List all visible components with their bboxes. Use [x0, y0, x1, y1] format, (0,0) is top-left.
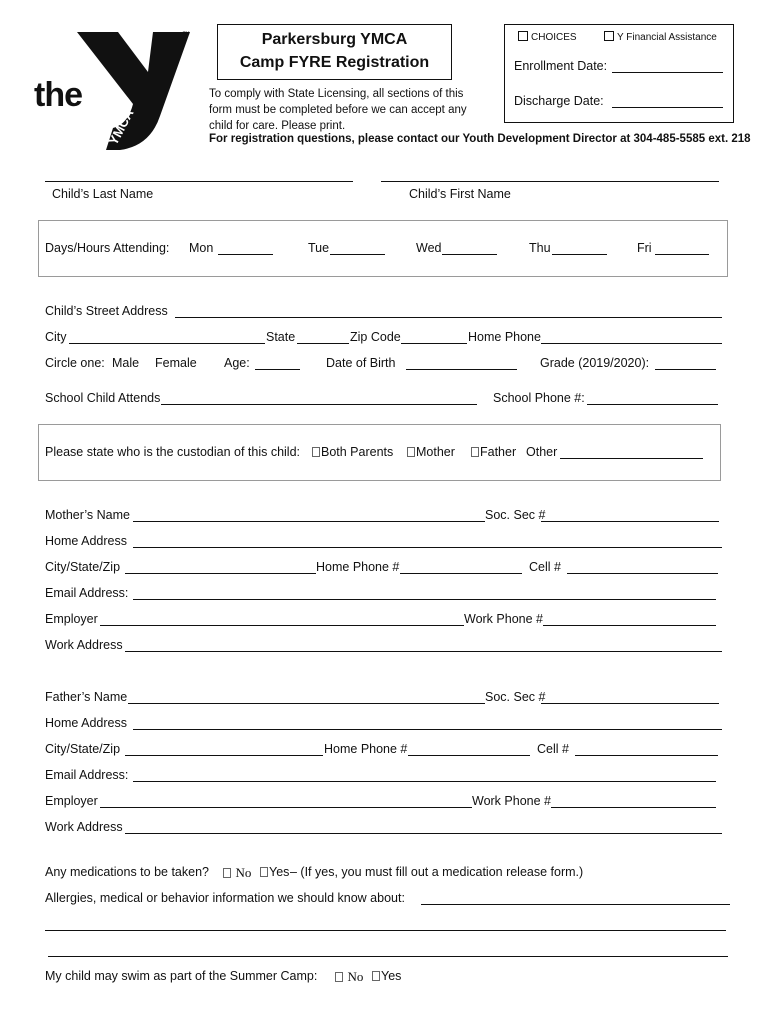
age-field[interactable] [255, 369, 300, 370]
mother-name-field[interactable] [133, 521, 485, 522]
city-field[interactable] [69, 343, 265, 344]
child-last-name-field[interactable] [45, 181, 353, 182]
logo-the-text: the [34, 76, 82, 114]
zip-field[interactable] [401, 343, 467, 344]
mother-ssn-field[interactable] [541, 521, 719, 522]
allergies-field-2[interactable] [45, 930, 726, 931]
choices-checkbox[interactable] [518, 31, 528, 41]
mother-email-label: Email Address: [45, 586, 129, 600]
father-work-address-field[interactable] [125, 833, 722, 834]
mother-option[interactable] [407, 445, 455, 459]
both-parents-checkbox[interactable] [312, 447, 320, 457]
female-option[interactable]: Female [155, 356, 197, 370]
days-label: Days/Hours Attending: [45, 241, 170, 255]
grade-field[interactable] [655, 369, 716, 370]
mother-csz-label: City/State/Zip [45, 560, 121, 574]
mother-employer-label: Employer [45, 612, 98, 626]
mother-home-address-field[interactable] [133, 547, 722, 548]
zip-label: Zip Code [350, 330, 401, 344]
both-parents-option[interactable] [312, 445, 393, 459]
father-work-address-label: Work Address [45, 820, 123, 834]
father-cell-label: Cell # [537, 742, 569, 756]
mother-csz-field[interactable] [125, 573, 316, 574]
school-label: School Child Attends [45, 391, 161, 405]
father-email-label: Email Address: [45, 768, 129, 782]
school-phone-label: School Phone #: [493, 391, 585, 405]
school-field[interactable] [161, 404, 477, 405]
father-ssn-field[interactable] [541, 703, 719, 704]
city-label: City [45, 330, 67, 344]
mother-home-phone-field[interactable] [400, 573, 522, 574]
medications-yes-checkbox[interactable] [260, 867, 268, 877]
mother-ssn-label: Soc. Sec # [485, 508, 546, 522]
grade-label: Grade (2019/2020): [540, 356, 650, 370]
street-label: Child’s Street Address [45, 304, 168, 318]
form-title-line2: Camp FYRE Registration [239, 54, 430, 71]
logo-tm: ™ [182, 30, 190, 39]
tue-label: Tue [308, 241, 330, 255]
mother-name-label: Mother’s Name [45, 508, 130, 522]
financial-option[interactable] [604, 31, 717, 43]
swim-yes-option[interactable] [372, 969, 401, 983]
father-employer-field[interactable] [100, 807, 472, 808]
child-first-name-field[interactable] [381, 181, 719, 182]
discharge-date-label: Discharge Date: [514, 94, 604, 108]
home-phone-label: Home Phone [468, 330, 541, 344]
allergies-field-1[interactable] [421, 904, 730, 905]
father-name-field[interactable] [128, 703, 485, 704]
father-label: Father [480, 445, 517, 459]
age-label: Age: [224, 356, 250, 370]
home-phone-field[interactable] [541, 343, 722, 344]
school-phone-field[interactable] [587, 404, 718, 405]
swim-no-option[interactable] [335, 969, 363, 985]
custodian-question: Please state who is the custodian of this child: [45, 445, 301, 459]
ymca-logo [32, 28, 197, 153]
mother-cell-label: Cell # [529, 560, 561, 574]
mother-work-address-label: Work Address [45, 638, 123, 652]
financial-checkbox[interactable] [604, 31, 614, 41]
swim-yes-label: Yes [381, 969, 402, 983]
fri-label: Fri [637, 241, 652, 255]
child-first-name-label: Child’s First Name [409, 187, 511, 201]
choices-label: CHOICES [531, 32, 577, 43]
mother-work-phone-field[interactable] [543, 625, 716, 626]
mother-work-phone-label: Work Phone # [464, 612, 543, 626]
father-cell-field[interactable] [575, 755, 718, 756]
both-parents-label: Both Parents [321, 445, 394, 459]
father-home-address-field[interactable] [133, 729, 722, 730]
mother-employer-field[interactable] [100, 625, 464, 626]
licensing-notice: To comply with State Licensing, all sections of this form must be completed before we can accept any child for care. Please print. [209, 88, 467, 132]
form-title-line1: Parkersburg YMCA [261, 31, 408, 48]
father-work-phone-label: Work Phone # [472, 794, 551, 808]
circle-one-label: Circle one: [45, 356, 105, 370]
allergies-field-3[interactable] [48, 956, 728, 957]
father-csz-field[interactable] [125, 755, 323, 756]
swim-no-label: No [347, 969, 364, 984]
thu-label: Thu [529, 241, 551, 255]
other-label: Other [526, 445, 558, 459]
father-ssn-label: Soc. Sec # [485, 690, 546, 704]
enrollment-date-label: Enrollment Date: [514, 59, 608, 73]
father-csz-label: City/State/Zip [45, 742, 121, 756]
father-home-phone-label: Home Phone # [324, 742, 408, 756]
father-email-field[interactable] [133, 781, 716, 782]
father-home-address-label: Home Address [45, 716, 127, 730]
mother-cell-field[interactable] [567, 573, 718, 574]
medications-note: – (If yes, you must fill out a medication release form.) [290, 865, 584, 879]
father-work-phone-field[interactable] [551, 807, 716, 808]
swim-no-checkbox[interactable] [335, 972, 343, 982]
mother-work-address-field[interactable] [125, 651, 722, 652]
medications-no-checkbox[interactable] [223, 868, 231, 878]
state-label: State [266, 330, 296, 344]
medications-yes-option[interactable] [260, 865, 289, 879]
mother-home-phone-label: Home Phone # [316, 560, 400, 574]
mother-label: Mother [416, 445, 455, 459]
logo-ymca-text: YMCA [105, 106, 137, 148]
father-employer-label: Employer [45, 794, 98, 808]
financial-label: Y Financial Assistance [617, 32, 717, 43]
father-name-label: Father’s Name [45, 690, 128, 704]
mon-label: Mon [189, 241, 214, 255]
father-option[interactable] [471, 445, 516, 459]
medications-no-option[interactable] [223, 865, 251, 881]
child-last-name-label: Child’s Last Name [52, 187, 154, 201]
medications-yes-label: Yes [269, 865, 290, 879]
dob-field[interactable] [406, 369, 517, 370]
medications-no-label: No [235, 865, 252, 880]
thu-field[interactable] [552, 254, 607, 255]
wed-field[interactable] [442, 254, 497, 255]
mon-field[interactable] [218, 254, 273, 255]
medications-label: Any medications to be taken? [45, 865, 209, 879]
swim-label: My child may swim as part of the Summer Camp: [45, 969, 318, 983]
mother-checkbox[interactable] [407, 447, 415, 457]
choices-option[interactable] [518, 31, 577, 43]
enrollment-date-field[interactable] [612, 72, 723, 73]
mother-email-field[interactable] [133, 599, 716, 600]
fri-field[interactable] [655, 254, 709, 255]
father-checkbox[interactable] [471, 447, 479, 457]
discharge-date-field[interactable] [612, 107, 723, 108]
contact-info: For registration questions, please contact our Youth Development Director at 304-485-5585 ext. 218 [209, 133, 751, 145]
wed-label: Wed [416, 241, 442, 255]
allergies-label: Allergies, medical or behavior information we should know about: [45, 891, 405, 905]
other-field[interactable] [560, 458, 703, 459]
male-option[interactable]: Male [112, 356, 140, 370]
state-field[interactable] [297, 343, 349, 344]
swim-yes-checkbox[interactable] [372, 971, 380, 981]
street-field[interactable] [175, 317, 722, 318]
dob-label: Date of Birth [326, 356, 396, 370]
father-home-phone-field[interactable] [408, 755, 530, 756]
mother-home-address-label: Home Address [45, 534, 127, 548]
tue-field[interactable] [330, 254, 385, 255]
